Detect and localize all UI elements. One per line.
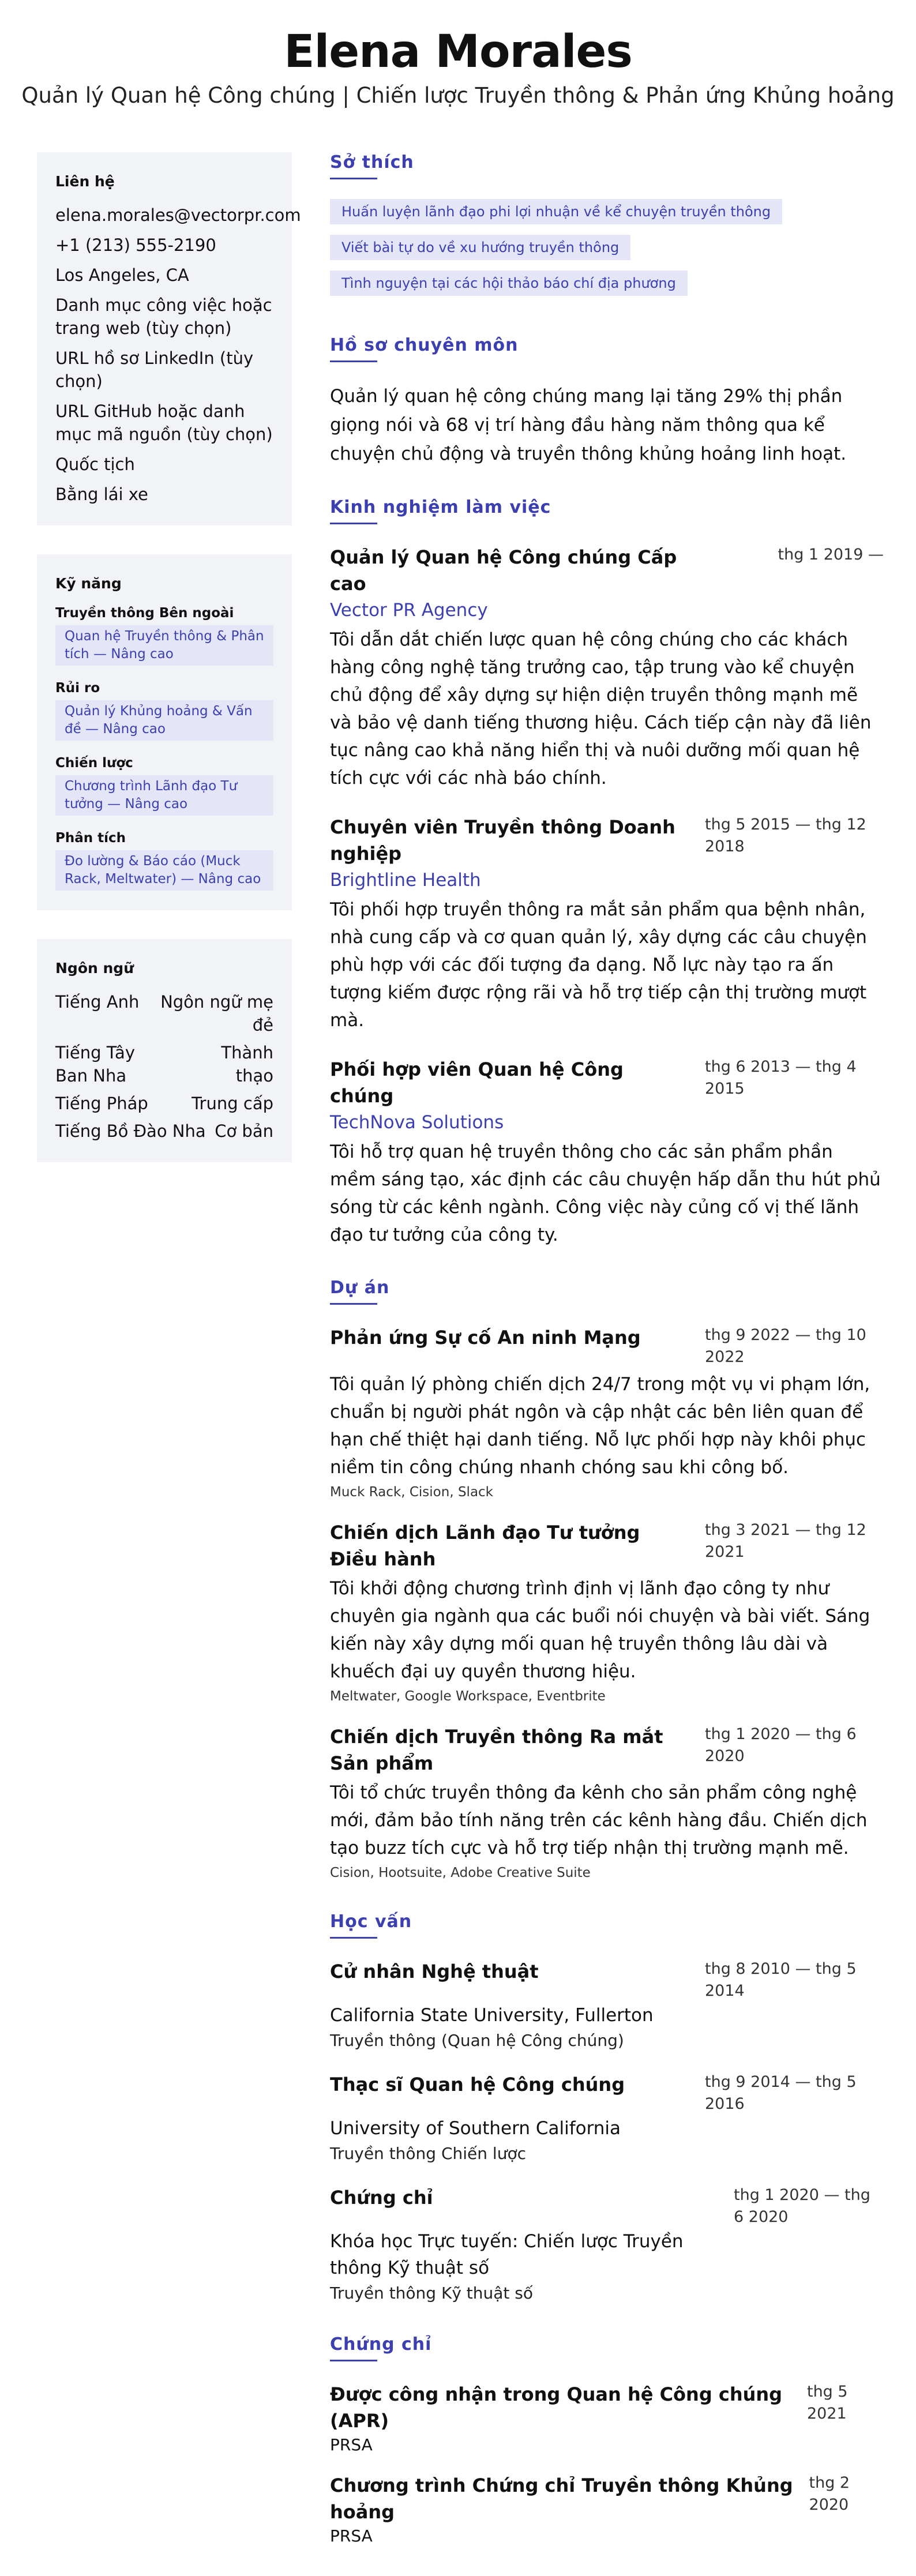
contact-driving-license: Bằng lái xe: [55, 485, 148, 504]
section-title: Dự án: [330, 1278, 884, 1305]
education-field: Truyền thông Kỹ thuật số: [330, 2284, 534, 2303]
skill-group: [55, 606, 273, 666]
contact-email[interactable]: elena.morales@vectorpr.com: [55, 205, 301, 225]
education-section: [330, 1912, 884, 2305]
certification-title: Được công nhận trong Quan hệ Công chúng (APR): [330, 2383, 783, 2432]
language-level: Cơ bản: [215, 1121, 273, 1141]
education-school: Khóa học Trực tuyến: Chiến lược Truyền thông Kỹ thuật số: [330, 2231, 684, 2278]
skills-heading: Kỹ năng: [55, 575, 122, 592]
interest-tag: Huấn luyện lãnh đạo phi lợi nhuận về kể chuyện truyền thông: [330, 199, 782, 224]
job-title: Chuyên viên Truyền thông Doanh nghiệp: [330, 816, 675, 865]
skills-card: [37, 554, 292, 910]
education-date: thg 8 2010 — thg 5 2014: [705, 1960, 857, 2000]
experience-entry: [330, 814, 884, 1034]
contact-phone[interactable]: +1 (213) 555-2190: [55, 235, 216, 255]
language-name: Tiếng Tây Ban Nha: [55, 1043, 135, 1086]
skill-name: Truyền thông Bên ngoài: [55, 606, 234, 621]
education-field: Truyền thông (Quan hệ Công chúng): [330, 2031, 624, 2050]
section-title: Chứng chỉ: [330, 2334, 884, 2361]
education-date: thg 9 2014 — thg 5 2016: [705, 2073, 857, 2113]
section-title: Kinh nghiệm làm việc: [330, 497, 884, 524]
project-title: Chiến dịch Truyền thông Ra mắt Sản phẩm: [330, 1726, 663, 1774]
language-row: [55, 1120, 273, 1143]
job-description: Tôi dẫn dắt chiến lược quan hệ công chúng cho các khách hàng công nghệ tăng trưởng cao, tập trung vào kể chuyện chủ động để xây dựng sự hiện diện truyền thông mạnh mẽ và bảo vệ danh tiếng thương hiệu. Cách tiếp cận này đã liên tục nâng cao khả năng hiển thị và nuôi dưỡng mối quan hệ tích cực với các nhà báo chính.: [330, 629, 872, 788]
job-company: Vector PR Agency: [330, 600, 488, 621]
skill-tag: Đo lường & Báo cáo (Muck Rack, Meltwater) — Nâng cao: [55, 850, 273, 891]
education-degree: Thạc sĩ Quan hệ Công chúng: [330, 2074, 625, 2096]
languages-heading: Ngôn ngữ: [55, 960, 134, 977]
job-date: thg 6 2013 — thg 4 2015: [705, 1058, 857, 1098]
candidate-title: Quản lý Quan hệ Công chúng | Chiến lược Truyền thông & Phản ứng Khủng hoảng: [21, 82, 895, 108]
skill-tag: Chương trình Lãnh đạo Tư tưởng — Nâng cao: [55, 775, 273, 816]
project-tools: Meltwater, Google Workspace, Eventbrite: [330, 1689, 606, 1704]
language-level: Trung cấp: [192, 1094, 273, 1113]
job-description: Tôi hỗ trợ quan hệ truyền thông cho các sản phẩm phần mềm sáng tạo, xác định các câu chuyện hấp dẫn thu hút phủ sóng từ các kênh ngành. Công việc này củng cố vị thế lãnh đạo tư tưởng của công ty.: [330, 1141, 881, 1245]
language-name: Tiếng Anh: [55, 992, 140, 1012]
job-date: thg 5 2015 — thg 12 2018: [705, 816, 866, 855]
certification-date: thg 2 2020: [809, 2474, 850, 2514]
experience-entry: [330, 1056, 884, 1249]
language-name: Tiếng Pháp: [55, 1094, 148, 1113]
skill-group: [55, 681, 273, 741]
certification-issuer: PRSA: [330, 2526, 373, 2545]
projects-section: [330, 1278, 884, 1883]
language-row: [55, 1092, 273, 1115]
job-company: TechNova Solutions: [330, 1112, 504, 1133]
resume-header: [0, 28, 916, 108]
education-entry: [330, 2184, 884, 2305]
interest-tag: Tình nguyện tại các hội thảo báo chí địa phương: [330, 271, 688, 296]
language-level: Ngôn ngữ mẹ đẻ: [160, 992, 273, 1035]
languages-card: [37, 939, 292, 1162]
main-content: [330, 152, 884, 2576]
skill-group: [55, 756, 273, 816]
project-description: Tôi quản lý phòng chiến dịch 24/7 trong một vụ vi phạm lớn, chuẩn bị người phát ngôn và cập nhật các bên liên quan để hạn chế thiệt hại danh tiếng. Nỗ lực phối hợp này khôi phục niềm tin công chúng nhanh chóng sau khi công bố.: [330, 1374, 870, 1478]
section-title: Sở thích: [330, 152, 884, 179]
section-title: Học vấn: [330, 1912, 884, 1939]
project-entry: [330, 1723, 884, 1883]
job-title: Quản lý Quan hệ Công chúng Cấp cao: [330, 546, 677, 595]
certification-entry: [330, 2381, 884, 2456]
project-description: Tôi khởi động chương trình định vị lãnh đạo công ty như chuyên gia ngành qua các buổi nói chuyện và bài viết. Sáng kiến này xây dựng mối quan hệ truyền thông lâu dài và khuếch đại uy quyền thương hiệu.: [330, 1578, 870, 1682]
profile-section: [330, 335, 884, 468]
education-date: thg 1 2020 — thg 6 2020: [734, 2186, 870, 2226]
language-row: [55, 990, 273, 1037]
language-row: [55, 1041, 273, 1087]
contact-linkedin[interactable]: URL hồ sơ LinkedIn (tùy chọn): [55, 348, 254, 391]
project-tools: Cision, Hootsuite, Adobe Creative Suite: [330, 1865, 591, 1880]
job-title: Phối hợp viên Quan hệ Công chúng: [330, 1058, 624, 1107]
education-entry: [330, 2071, 884, 2166]
contact-github[interactable]: URL GitHub hoặc danh mục mã nguồn (tùy chọn): [55, 401, 273, 444]
profile-summary: Quản lý quan hệ công chúng mang lại tăng 29% thị phần giọng nói và 68 vị trí hàng đầu hàng năm thông qua kể chuyện chủ động và truyền thông khủng hoảng linh hoạt.: [330, 386, 847, 464]
skill-name: Chiến lược: [55, 756, 133, 771]
project-tools: Muck Rack, Cision, Slack: [330, 1485, 493, 1500]
education-school: California State University, Fullerton: [330, 2005, 654, 2026]
project-entry: [330, 1519, 884, 1706]
project-description: Tôi tổ chức truyền thông đa kênh cho sản phẩm công nghệ mới, đảm bảo tính năng trên các kênh hàng đầu. Chiến dịch tạo buzz tích cực và hỗ trợ tiếp nhận thị trường mạnh mẽ.: [330, 1782, 868, 1858]
education-field: Truyền thông Chiến lược: [330, 2144, 526, 2163]
sidebar: [37, 152, 301, 1191]
project-date: thg 9 2022 — thg 10 2022: [705, 1326, 866, 1366]
experience-section: [330, 497, 884, 1249]
certification-issuer: PRSA: [330, 2435, 373, 2454]
contact-nationality: Quốc tịch: [55, 455, 135, 474]
project-title: Phản ứng Sự cố An ninh Mạng: [330, 1327, 641, 1349]
candidate-name: Elena Morales: [284, 26, 632, 78]
certifications-section: [330, 2334, 884, 2547]
experience-entry: [330, 544, 884, 792]
skill-group: [55, 831, 273, 891]
job-description: Tôi phối hợp truyền thông ra mắt sản phẩm qua bệnh nhân, nhà cung cấp và cơ quan quản lý, xây dựng các câu chuyện phù hợp với các đối tượng đa dạng. Nỗ lực này tạo ra ấn tượng kiếm được rộng rãi và hỗ trợ tiếp cận thị trường mượt mà.: [330, 899, 867, 1031]
contact-card: [37, 152, 301, 525]
project-title: Chiến dịch Lãnh đạo Tư tưởng Điều hành: [330, 1522, 640, 1570]
skill-name: Phân tích: [55, 831, 126, 846]
certification-entry: [330, 2472, 884, 2547]
interest-tag: Viết bài tự do về xu hướng truyền thông: [330, 235, 630, 260]
skill-tag: Quan hệ Truyền thông & Phân tích — Nâng cao: [55, 625, 273, 666]
certification-title: Chương trình Chứng chỉ Truyền thông Khủng hoảng: [330, 2474, 793, 2523]
interests-section: [330, 152, 884, 306]
education-degree: Cử nhân Nghệ thuật: [330, 1961, 539, 1982]
skill-tag: Quản lý Khủng hoảng & Vấn đề — Nâng cao: [55, 700, 273, 741]
section-title: Hồ sơ chuyên môn: [330, 335, 884, 362]
job-company: Brightline Health: [330, 870, 481, 891]
job-date: thg 1 2019 —: [778, 546, 884, 564]
language-level: Thành thạo: [221, 1043, 273, 1086]
education-school: University of Southern California: [330, 2118, 621, 2139]
project-entry: [330, 1324, 884, 1502]
language-name: Tiếng Bồ Đào Nha: [55, 1121, 206, 1141]
education-degree: Chứng chỉ: [330, 2187, 433, 2209]
project-date: thg 1 2020 — thg 6 2020: [705, 1725, 857, 1765]
contact-portfolio[interactable]: Danh mục công việc hoặc trang web (tùy chọn): [55, 295, 272, 338]
certification-date: thg 5 2021: [806, 2383, 848, 2423]
education-entry: [330, 1958, 884, 2053]
skill-name: Rủi ro: [55, 681, 100, 696]
contact-location: Los Angeles, CA: [55, 265, 189, 285]
contact-heading: Liên hệ: [55, 173, 115, 190]
project-date: thg 3 2021 — thg 12 2021: [705, 1521, 866, 1561]
